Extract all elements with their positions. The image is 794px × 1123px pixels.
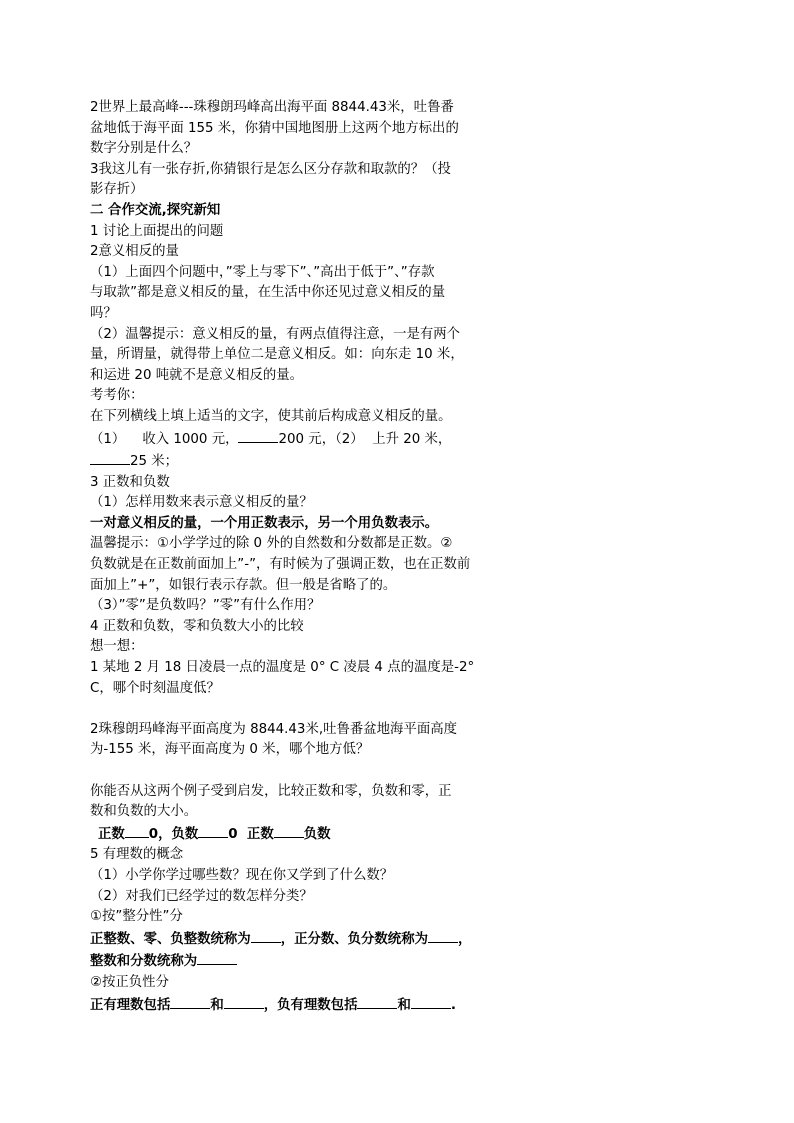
- text-segment: 负数: [303, 826, 331, 842]
- text-segment: 0，负数: [148, 826, 199, 842]
- text-line: 你能否从这两个例子受到启发，比较正数和零，负数和零，正: [90, 783, 452, 799]
- text-segment: 正整数、零、负整数统称为: [90, 931, 251, 947]
- text-line: C，哪个时刻温度低？: [90, 680, 220, 696]
- document-page: [90, 98, 490, 1016]
- text-segment: 整数和分数统称为: [90, 954, 198, 970]
- text-line: 想一想：: [90, 639, 144, 655]
- text-line: 5 有理数的概念: [90, 847, 184, 863]
- answer-blank[interactable]: [197, 950, 237, 965]
- text-segment: 200 元，（2） 上升 20 米，: [278, 431, 452, 447]
- blank-line: [90, 761, 490, 782]
- text-line: 在下列横线上填上适当的文字，使其前后构成意义相反的量。: [90, 408, 452, 424]
- text-line: 2意义相反的量: [90, 244, 179, 260]
- fill-line: [90, 450, 490, 473]
- text-segment: ，负有理数包括: [263, 997, 358, 1013]
- text-line: ①按”整分性”分: [90, 909, 183, 925]
- text-line: 1 某地 2 月 18 日凌晨一点的温度是 0° C 凌晨 4 点的温度是-2°: [90, 660, 475, 676]
- text-line: 3我这儿有一张存折,你猜银行是怎么区分存款和取款的？（投: [90, 161, 451, 177]
- blank-line: [90, 699, 490, 720]
- answer-blank[interactable]: [170, 994, 210, 1009]
- bold-line: 一对意义相反的量，一个用正数表示，另一个用负数表示。: [90, 515, 439, 531]
- text-segment: ，正分数、负分数统称为: [280, 931, 428, 947]
- answer-blank[interactable]: [224, 994, 264, 1009]
- text-segment: 25 米；: [130, 454, 179, 470]
- text-segment: .: [450, 997, 456, 1013]
- text-line: 与取款”都是意义相反的量，在生活中你还见过意义相反的量: [90, 285, 446, 301]
- text-line: （3）”零”是负数吗？”零”有什么作用？: [90, 598, 321, 614]
- fill-line: [90, 928, 490, 951]
- text-line: 数字分别是什么？: [90, 141, 198, 157]
- fill-line: [90, 428, 490, 451]
- text-line: 盆地低于海平面 155 米，你猜中国地图册上这两个地方标出的: [90, 120, 459, 136]
- text-line: ②按正负性分: [90, 974, 169, 990]
- text-line: 负数就是在正数前面加上”-”，有时候为了强调正数，也在正数前: [90, 557, 471, 573]
- text-line: （1）上面四个问题中，”零上与零下”、”高出于低于”、”存款: [90, 264, 435, 280]
- answer-blank[interactable]: [238, 428, 278, 443]
- text-segment: 正有理数包括: [90, 997, 171, 1013]
- text-line: 1 讨论上面提出的问题: [90, 223, 224, 239]
- answer-blank[interactable]: [357, 994, 397, 1009]
- fill-line: [90, 823, 490, 846]
- text-line: 温馨提示：①小学学过的除 0 外的自然数和分数都是正数。②: [90, 536, 453, 552]
- text-segment: 正数: [98, 826, 125, 842]
- text-segment: （1） 收入 1000 元，: [90, 431, 239, 447]
- text-line: （1）怎样用数来表示意义相反的量？: [90, 495, 313, 511]
- text-line: （2）对我们已经学过的数怎样分类？: [90, 888, 313, 904]
- fill-line: [90, 950, 490, 973]
- answer-blank[interactable]: [125, 823, 149, 838]
- text-segment: 0 正数: [228, 826, 274, 842]
- text-segment: 和: [397, 997, 411, 1013]
- text-line: 数和负数的大小。: [90, 804, 198, 820]
- text-line: 吗？: [90, 305, 117, 321]
- text-line: 为-155 米，海平面高度为 0 米，哪个地方低？: [90, 742, 370, 758]
- text-line: 影存折）: [90, 182, 144, 198]
- text-line: 和运进 20 吨就不是意义相反的量。: [90, 367, 304, 383]
- text-line: 3 正数和负数: [90, 474, 170, 490]
- answer-blank[interactable]: [274, 823, 304, 838]
- text-line: 量，所谓量，就得带上单位二是意义相反。如：向东走 10 米，: [90, 347, 464, 363]
- text-line: 2珠穆朗玛峰海平面高度为 8844.43米,吐鲁番盆地海平面高度: [90, 721, 457, 737]
- text-line: （2）温馨提示：意义相反的量，有两点值得注意，一是有两个: [90, 326, 461, 342]
- answer-blank[interactable]: [428, 928, 458, 943]
- text-line: 考考你：: [90, 388, 144, 404]
- text-line: 4 正数和负数，零和负数大小的比较: [90, 618, 304, 634]
- text-line: 2世界上最高峰---珠穆朗玛峰高出海平面 8844.43米，吐鲁番: [90, 100, 454, 115]
- answer-blank[interactable]: [198, 823, 228, 838]
- answer-blank[interactable]: [251, 928, 281, 943]
- section-heading: 二 合作交流,探究新知: [90, 202, 221, 218]
- text-segment: 和: [210, 997, 224, 1013]
- fill-line: [90, 994, 490, 1017]
- text-line: （1）小学你学过哪些数？现在你又学到了什么数？: [90, 867, 394, 883]
- answer-blank[interactable]: [90, 450, 130, 465]
- text-line: 面加上”+”，如银行表示存款。但一般是省略了的。: [90, 577, 397, 593]
- text-segment: ，: [457, 931, 472, 947]
- answer-blank[interactable]: [411, 994, 451, 1009]
